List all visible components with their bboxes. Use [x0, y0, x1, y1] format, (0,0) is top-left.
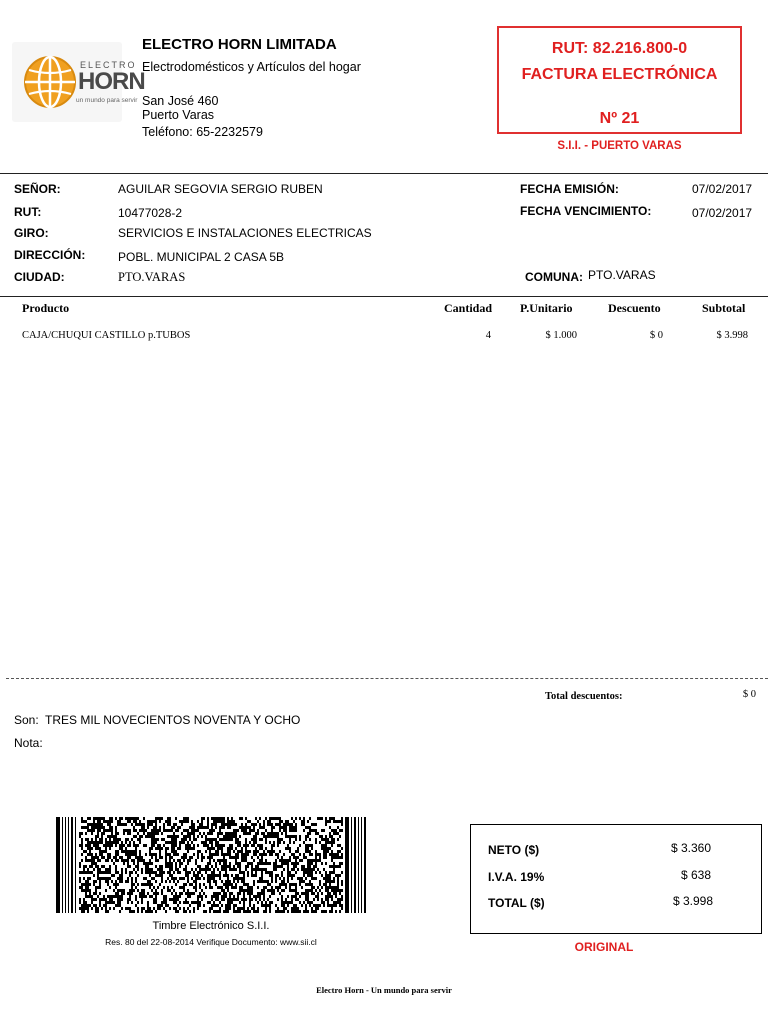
col-header-producto: Producto: [22, 301, 70, 315]
company-description: Electrodomésticos y Artículos del hogar: [142, 60, 361, 74]
fecha-vencimiento-label: FECHA VENCIMIENTO:: [520, 204, 652, 218]
document-number: Nº 21: [599, 110, 640, 127]
totals-box: [470, 824, 762, 934]
logo-tagline: un mundo para servir: [76, 97, 138, 104]
row-cantidad: 4: [485, 330, 491, 341]
son-label: Son:: [14, 713, 39, 727]
timbre-label: Timbre Electrónico S.I.I.: [152, 920, 270, 932]
nota-label: Nota:: [14, 736, 43, 750]
fecha-emision: 07/02/2017: [692, 182, 753, 196]
customer-rut: 10477028-2: [118, 206, 183, 220]
logo-brand-main: HORN: [78, 68, 145, 95]
logo-brand-top: ELECTRO: [80, 60, 137, 70]
pdf417-barcode: [56, 817, 366, 913]
rut-label: RUT:: [14, 205, 42, 219]
total-descuentos-label: Total descuentos:: [545, 691, 623, 702]
senor-label: SEÑOR:: [14, 182, 61, 196]
document-type: FACTURA ELECTRÓNICA: [521, 66, 718, 83]
company-logo: [12, 42, 145, 122]
bottom-tagline: Electro Horn - Un mundo para servir: [316, 985, 452, 995]
fecha-vencimiento: 07/02/2017: [692, 206, 753, 220]
company-address-line2: Puerto Varas: [142, 108, 215, 122]
company-address-line1: San José 460: [142, 94, 219, 108]
customer-comuna: PTO.VARAS: [588, 268, 656, 282]
row-punitario: $ 1.000: [545, 330, 577, 341]
customer-giro: SERVICIOS E INSTALACIONES ELECTRICAS: [118, 226, 372, 240]
col-header-descuento: Descuento: [608, 301, 661, 315]
fecha-emision-label: FECHA EMISIÓN:: [520, 182, 619, 196]
ciudad-label: CIUDAD:: [14, 270, 65, 284]
issuer-rut: RUT: 82.216.800-0: [551, 40, 688, 57]
row-descuento: $ 0: [649, 330, 663, 341]
col-header-punitario: P.Unitario: [520, 301, 573, 315]
total-value: $ 3.998: [672, 894, 713, 908]
globe-icon: [22, 54, 78, 110]
amount-in-words: TRES MIL NOVECIENTOS NOVENTA Y OCHO: [45, 713, 301, 727]
iva-value: $ 638: [680, 868, 711, 882]
row-subtotal: $ 3.998: [716, 330, 748, 341]
direccion-label: DIRECCIÓN:: [14, 248, 86, 262]
table-row: [0, 330, 768, 344]
customer-name: AGUILAR SEGOVIA SERGIO RUBEN: [118, 182, 323, 196]
col-header-cantidad: Cantidad: [444, 301, 493, 315]
neto-value: $ 3.360: [670, 841, 711, 855]
total-label: TOTAL ($): [488, 896, 545, 910]
divider: [0, 173, 768, 174]
row-producto: CAJA/CHUQUI CASTILLO p.TUBOS: [22, 330, 191, 341]
total-descuentos: $ 0: [742, 689, 756, 700]
company-name: ELECTRO HORN LIMITADA: [142, 36, 337, 53]
customer-direccion: POBL. MUNICIPAL 2 CASA 5B: [118, 250, 285, 264]
iva-label: I.V.A. 19%: [488, 870, 545, 884]
col-header-subtotal: Subtotal: [702, 301, 746, 315]
company-phone: Teléfono: 65-2232579: [142, 125, 263, 139]
divider: [0, 296, 768, 297]
original-stamp: ORIGINAL: [574, 940, 634, 954]
comuna-label: COMUNA:: [525, 270, 583, 284]
rut-box: [497, 26, 742, 134]
divider: [6, 678, 768, 679]
resolution-text: Res. 80 del 22-08-2014 Verifique Documento: www.sii.cl: [105, 937, 317, 947]
neto-label: NETO ($): [488, 843, 540, 857]
customer-ciudad: PTO.VARAS: [118, 270, 186, 284]
sii-office: S.I.I. - PUERTO VARAS: [557, 140, 682, 152]
giro-label: GIRO:: [14, 226, 49, 240]
